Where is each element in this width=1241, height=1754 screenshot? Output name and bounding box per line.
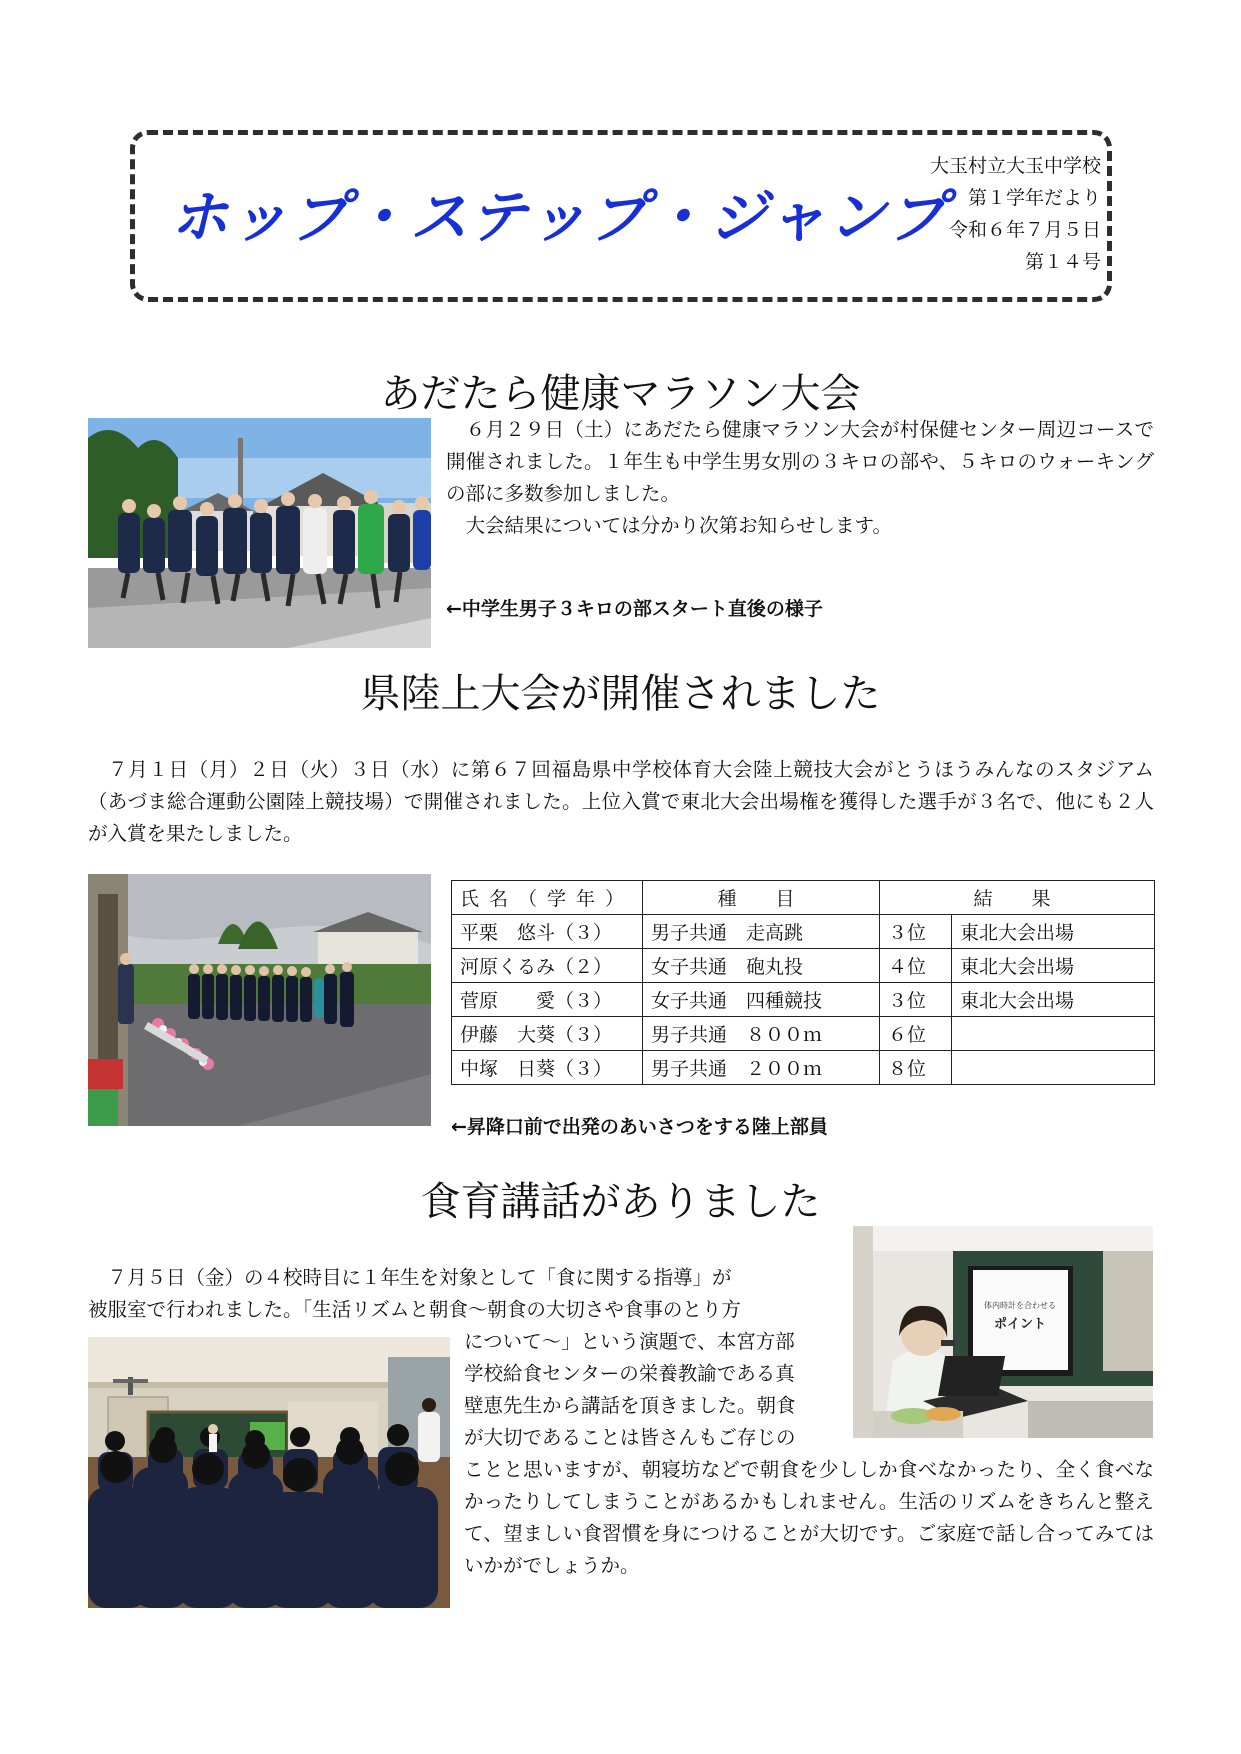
header-info — [930, 150, 1101, 278]
table-row — [452, 1051, 1155, 1085]
table-row — [452, 1017, 1155, 1051]
header-result: 結 果 — [880, 881, 1155, 915]
athlete-rank: ３位 — [880, 983, 952, 1017]
athlete-name: 河原くるみ（２） — [452, 949, 643, 983]
athlete-rank: ４位 — [880, 949, 952, 983]
athlete-name: 伊藤 大葵（３） — [452, 1017, 643, 1051]
athlete-note — [952, 1017, 1155, 1051]
athlete-event: 女子共通 四種競技 — [643, 983, 880, 1017]
athlete-event: 男子共通 ８００ｍ — [643, 1017, 880, 1051]
header-event: 種 目 — [643, 881, 880, 915]
athlete-note: 東北大会出場 — [952, 949, 1155, 983]
newsletter-title: ホップ・ステップ・ジャンプ — [170, 183, 948, 251]
slide-text-line2: ポイント — [993, 1317, 1047, 1332]
shokuiku-line-1: ７月５日（金）の４校時目に１年生を対象として「食に関する指導」が — [88, 1266, 732, 1289]
shokuiku-side-line-1: について～」という演題で、本宮方部 — [464, 1330, 795, 1353]
track-photo-caption: ←昇降口前で出発のあいさつをする陸上部員 — [451, 1116, 828, 1138]
athlete-rank: ８位 — [880, 1051, 952, 1085]
results-table — [451, 880, 1155, 1085]
results-header-row — [452, 881, 1155, 915]
header-name: 氏名（学年） — [452, 881, 643, 915]
athlete-note: 東北大会出場 — [952, 983, 1155, 1017]
issue-number: 第１４号 — [1024, 251, 1101, 273]
newsletter-name: 第１学年だより — [967, 187, 1101, 209]
marathon-paragraph-2: 大会結果については分かり次第お知らせします。 — [446, 514, 892, 537]
shokuiku-title: 食育講話がありました — [420, 1179, 821, 1225]
athlete-note — [952, 1051, 1155, 1085]
table-row — [452, 983, 1155, 1017]
athlete-rank: ６位 — [880, 1017, 952, 1051]
track-paragraph: ７月１日（月）２日（火）３日（水）に第６７回福島県中学校体育大会陸上競技大会がとうほうみんなのスタジアム（あづま総合運動公園陸上競技場）で開催されました。上位入賞で東北大会出場権を獲得した選手が３名で、他にも２人が入賞を果たしました。 — [88, 758, 1154, 845]
track-title: 県陸上大会が開催されました — [360, 671, 881, 717]
marathon-paragraph-1: ６月２９日（土）にあだたら健康マラソン大会が村保健センター周辺コースで開催されました。１年生も中学生男女別の３キロの部や、５キロのウォーキングの部に多数参加しました。 — [446, 418, 1154, 505]
athlete-rank: ３位 — [880, 915, 952, 949]
athlete-event: 女子共通 砲丸投 — [643, 949, 880, 983]
shokuiku-line-2: 被服室で行われました。「生活リズムと朝食～朝食の大切さや食事のとり方 — [88, 1298, 741, 1321]
table-row — [452, 949, 1155, 983]
track-photo — [88, 874, 431, 1126]
athlete-event: 男子共通 ２００ｍ — [643, 1051, 880, 1085]
athlete-note: 東北大会出場 — [952, 915, 1155, 949]
marathon-photo-caption: ←中学生男子３キロの部スタート直後の様子 — [446, 598, 823, 620]
issue-date: 令和６年７月５日 — [948, 219, 1101, 241]
classroom-photo — [88, 1337, 450, 1608]
school-name: 大玉村立大玉中学校 — [929, 155, 1101, 177]
marathon-photo — [88, 418, 431, 648]
athlete-event: 男子共通 走高跳 — [643, 915, 880, 949]
shokuiku-side-line-3: 壁恵先生から講話を頂きました。朝食 — [464, 1394, 796, 1417]
athlete-name: 中塚 日葵（３） — [452, 1051, 643, 1085]
table-row — [452, 915, 1155, 949]
shokuiku-side-line-2: 学校給食センターの栄養教諭である真 — [464, 1362, 795, 1385]
shokuiku-side-line-4: が大切であることは皆さんもご存じの — [464, 1426, 796, 1449]
slide-text-line1: 体内時計を合わせる — [984, 1301, 1056, 1310]
athlete-name: 菅原 愛（３） — [452, 983, 643, 1017]
shokuiku-bottom-paragraph: ことと思いますが、朝寝坊などで朝食を少ししか食べなかったり、全く食べなかったりしてしまうことがあるかもしれません。生活のリズムをきちんと整えて、望ましい食習慣を身につけることが大切です。ご家庭で話し合ってみてはいかがでしょうか。 — [464, 1458, 1154, 1577]
marathon-title: あだたら健康マラソン大会 — [380, 371, 861, 417]
athlete-name: 平栗 悠斗（３） — [452, 915, 643, 949]
